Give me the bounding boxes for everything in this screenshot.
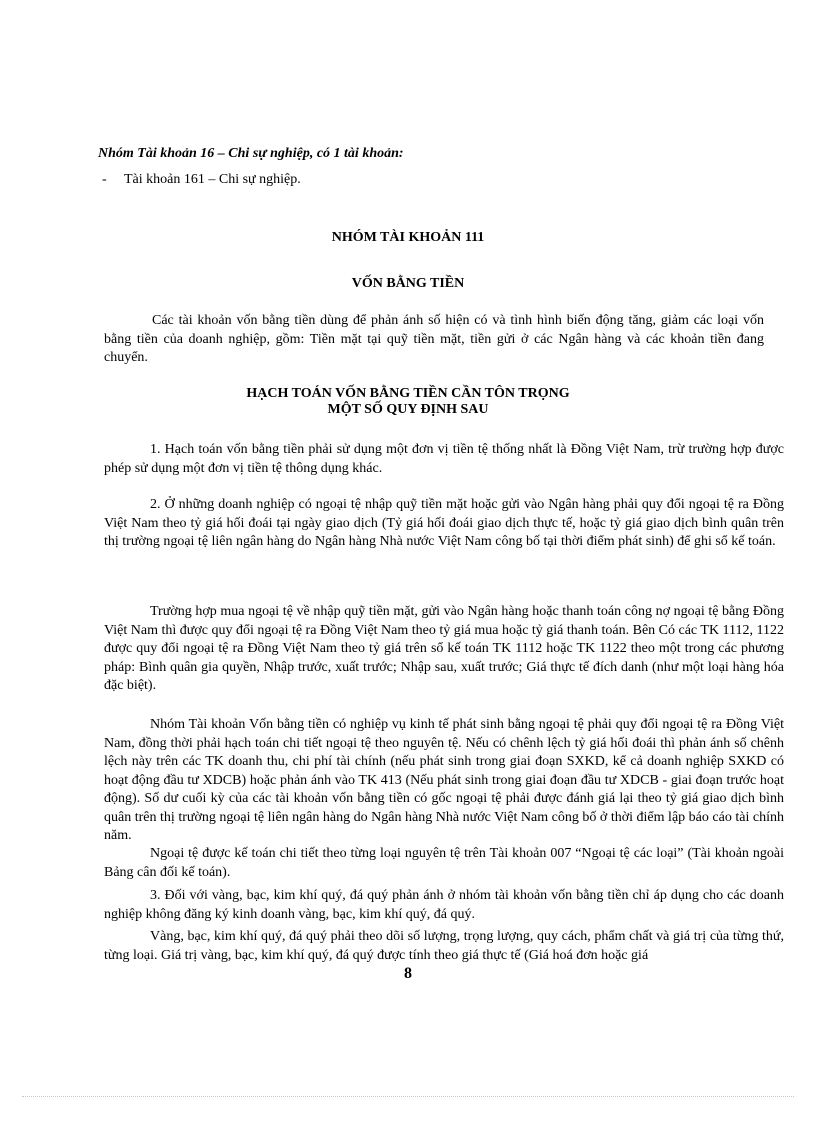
body-paragraph: 1. Hạch toán vốn bằng tiền phải sử dụng một đơn vị tiền tệ thống nhất là Đồng Việt Nam, trừ trường hợp được phép sử dụng một đơn vị tiền tệ thông dụng khác. bbox=[104, 442, 784, 476]
rules-title bbox=[0, 386, 816, 418]
intro-paragraph: Các tài khoản vốn bằng tiền dùng để phản ánh số hiện có và tình hình biến động tăng, giảm các loại vốn bằng tiền của doanh nghiệp, gồm: Tiền mặt tại quỹ tiền mặt, tiền gửi ở các Ngân hàng và các khoản tiền đang chuyển. bbox=[104, 313, 764, 365]
section-title: VỐN BẰNG TIỀN bbox=[351, 276, 465, 291]
group-heading: Nhóm Tài khoản 16 – Chi sự nghiệp, có 1 tài khoản: bbox=[98, 146, 404, 161]
bullet-text: Tài khoản 161 – Chi sự nghiệp. bbox=[124, 172, 301, 187]
body-paragraph: Ngoại tệ được kế toán chi tiết theo từng loại nguyên tệ trên Tài khoản 007 “Ngoại tệ các loại” (Tài khoản ngoài Bảng cân đối kế toán). bbox=[104, 846, 784, 880]
page-number: 8 bbox=[404, 965, 412, 982]
bullet-dash: - bbox=[102, 172, 107, 187]
body-paragraph: Vàng, bạc, kim khí quý, đá quý phải theo dõi số lượng, trọng lượng, quy cách, phẩm chất và giá trị của từng thứ, từng loại. Giá trị vàng, bạc, kim khí quý, đá quý được tính theo giá thực tế (Giá hoá đơn hoặc giá bbox=[104, 929, 784, 963]
rules-title-line-2: MỘT SỐ QUY ĐỊNH SAU bbox=[327, 402, 489, 417]
account-group-title: NHÓM TÀI KHOẢN 111 bbox=[331, 230, 485, 245]
body-paragraph: Trường hợp mua ngoại tệ về nhập quỹ tiền mặt, gửi vào Ngân hàng hoặc thanh toán công nợ ngoại tệ bằng Đồng Việt Nam thì được quy đổi ngoại tệ ra Đồng Việt Nam theo tỷ giá mua hoặc tỷ giá thanh toán. Bên Có các TK 1112, 1122 được quy đổi ngoại tệ ra Đồng Việt Nam theo tỷ giá trên sổ kế toán TK 1112 hoặc TK 1122 theo một trong các phương pháp: Bình quân gia quyền, Nhập trước, xuất trước; Nhập sau, xuất trước; Giá thực tế đích danh (như một loại hàng hóa đặc biệt). bbox=[104, 604, 784, 693]
body-paragraph: 2. Ở những doanh nghiệp có ngoại tệ nhập quỹ tiền mặt hoặc gửi vào Ngân hàng phải quy đổi ngoại tệ ra Đồng Việt Nam theo tỷ giá hối đoái tại ngày giao dịch (Tỷ giá hối đoái giao dịch thực tế, hoặc tỷ giá giao dịch bình quân trên thị trường ngoại tệ liên ngân hàng do Ngân hàng Nhà nước Việt Nam công bố tại thời điểm phát sinh) để ghi sổ kế toán. bbox=[104, 497, 784, 549]
rules-title-line-1: HẠCH TOÁN VỐN BẰNG TIỀN CẦN TÔN TRỌNG bbox=[246, 386, 570, 401]
page-bottom-divider bbox=[22, 1096, 794, 1097]
bullet-item bbox=[102, 172, 301, 188]
body-paragraph: 3. Đối với vàng, bạc, kim khí quý, đá quý phản ánh ở nhóm tài khoản vốn bằng tiền chỉ áp dụng cho các doanh nghiệp không đăng ký kinh doanh vàng, bạc, kim khí quý, đá quý. bbox=[104, 888, 784, 922]
body-paragraph: Nhóm Tài khoản Vốn bằng tiền có nghiệp vụ kinh tế phát sinh bằng ngoại tệ phải quy đổi ngoại tệ ra Đồng Việt Nam, đồng thời phải hạch toán chi tiết ngoại tệ theo nguyên tệ. Nếu có chênh lệch tỷ giá hối đoái thì phản ánh số chênh lệch này trên các TK doanh thu, chi phí tài chính (nếu phát sinh trong giai đoạn SXKD, kể cả doanh nghiệp SXKD có hoạt động đầu tư XDCB) hoặc phản ánh vào TK 413 (Nếu phát sinh trong giai đoạn đầu tư XDCB - giai đoạn trước hoạt động). Số dư cuối kỳ của các tài khoản vốn bằng tiền có gốc ngoại tệ phải được đánh giá lại theo tỷ giá giao dịch bình quân trên thị trường ngoại tệ liên ngân hàng do Ngân hàng Nhà nước Việt Nam công bố ở thời điểm lập báo cáo tài chính năm. bbox=[104, 717, 784, 843]
